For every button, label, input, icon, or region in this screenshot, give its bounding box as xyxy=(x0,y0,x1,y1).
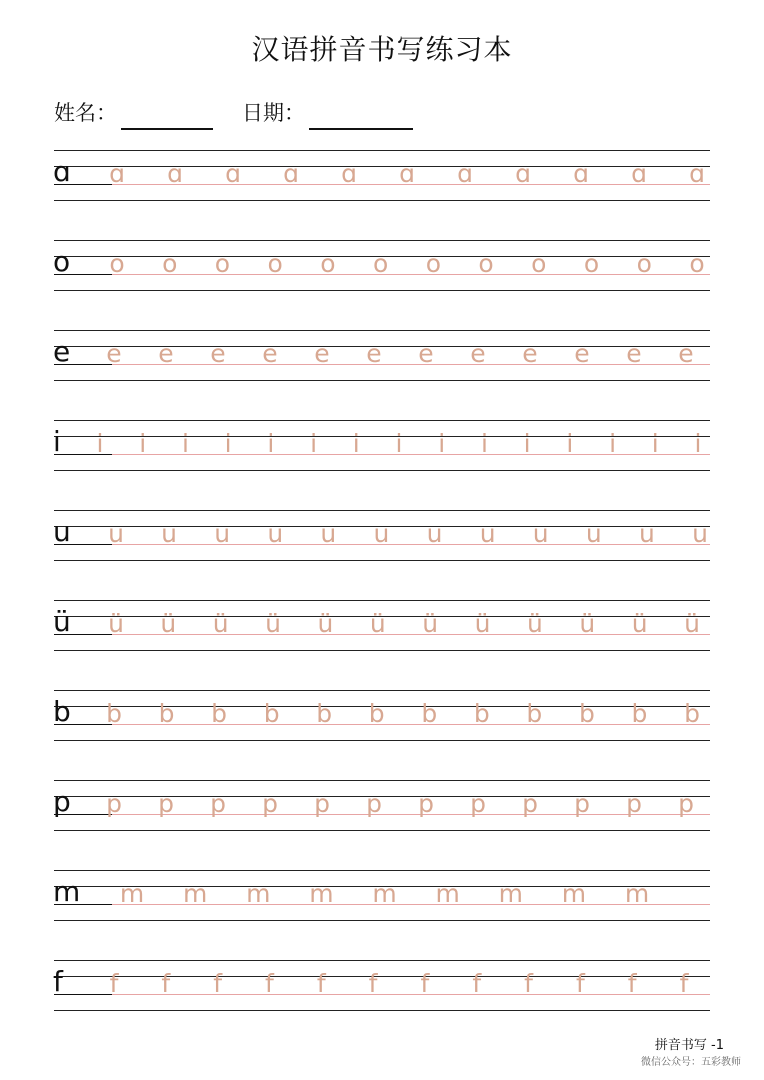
trace-letter: u xyxy=(532,519,549,548)
model-letter: ɑ xyxy=(53,155,71,188)
guide-baseline-red xyxy=(112,274,710,275)
trace-letter: e xyxy=(106,339,122,368)
trace-letter: f xyxy=(265,969,274,998)
trace-letter: f xyxy=(161,969,171,998)
trace-letter: e xyxy=(574,339,590,368)
practice-row-3 xyxy=(54,420,710,470)
trace-letter: f xyxy=(420,969,430,998)
trace-letter: ü xyxy=(631,609,648,638)
trace-letter: i xyxy=(267,429,275,458)
trace-letter: o xyxy=(320,249,336,278)
top-rule xyxy=(54,150,710,151)
trace-letter: m xyxy=(372,879,397,908)
trace-letter: m xyxy=(498,879,523,908)
top-rule xyxy=(54,600,710,601)
bottom-rule xyxy=(54,740,710,741)
trace-letter: b xyxy=(106,699,122,728)
practice-row-1 xyxy=(54,240,710,290)
trace-letter: p xyxy=(262,789,278,818)
trace-letter: i xyxy=(352,429,360,458)
trace-letter: p xyxy=(366,789,382,818)
trace-letter: b xyxy=(263,699,280,728)
trace-letter: m xyxy=(309,879,334,908)
trace-letter: f xyxy=(472,969,482,998)
trace-letter: f xyxy=(524,969,533,998)
name-label: 姓名： xyxy=(54,101,117,125)
top-rule xyxy=(54,870,710,871)
trace-letter: o xyxy=(372,249,389,278)
trace-letter: o xyxy=(531,249,547,278)
trace-letter: i xyxy=(438,429,446,458)
bottom-rule xyxy=(54,560,710,561)
model-letter: p xyxy=(53,785,71,818)
trace-letter: i xyxy=(651,429,659,458)
top-rule xyxy=(54,510,710,511)
trace-letter: f xyxy=(316,969,326,998)
trace-letter: ɑ xyxy=(283,159,299,188)
trace-letter: o xyxy=(636,249,652,278)
trace-letter: e xyxy=(210,339,226,368)
top-rule xyxy=(54,240,710,241)
name-blank[interactable] xyxy=(121,106,213,130)
trace-letter: u xyxy=(692,519,708,548)
trace-letter: o xyxy=(478,249,494,278)
trace-letter: o xyxy=(267,249,283,278)
top-rule xyxy=(54,960,710,961)
trace-letter: i xyxy=(566,429,574,458)
trace-letter: p xyxy=(158,789,174,818)
trace-letter: b xyxy=(368,699,385,728)
trace-letter: ü xyxy=(422,609,439,638)
top-rule xyxy=(54,780,710,781)
trace-letter: p xyxy=(574,789,590,818)
practice-row-0 xyxy=(54,150,710,200)
trace-letter: f xyxy=(627,969,637,998)
trace-letter: e xyxy=(418,339,434,368)
practice-row-6 xyxy=(54,690,710,740)
trace-letter: u xyxy=(320,519,337,548)
name-field[interactable] xyxy=(54,96,213,130)
trace-letter: b xyxy=(316,699,333,728)
top-rule xyxy=(54,420,710,421)
trace-letter: ü xyxy=(579,609,596,638)
trace-letter: u xyxy=(585,519,602,548)
trace-letter: e xyxy=(626,339,642,368)
top-rule xyxy=(54,690,710,691)
trace-letter: ü xyxy=(317,609,334,638)
trace-letter: p xyxy=(418,789,434,818)
bottom-rule xyxy=(54,380,710,381)
trace-letter: ɑ xyxy=(109,159,125,188)
trace-letter: ɑ xyxy=(225,159,241,188)
trace-letter: u xyxy=(426,519,443,548)
model-letter: e xyxy=(53,335,71,368)
trace-letter: b xyxy=(473,699,490,728)
upper-rule xyxy=(54,796,710,797)
trace-letter: b xyxy=(158,699,175,728)
trace-letter: ü xyxy=(526,609,543,638)
trace-letter: ɑ xyxy=(573,159,589,188)
model-letter: b xyxy=(53,695,71,728)
guide-baseline-red xyxy=(112,724,710,725)
practice-row-4 xyxy=(54,510,710,560)
trace-letter: b xyxy=(421,699,438,728)
upper-rule xyxy=(54,346,710,347)
trace-letter: ü xyxy=(474,609,491,638)
guide-baseline-red xyxy=(112,364,710,365)
trace-letter: u xyxy=(161,519,178,548)
model-letter: f xyxy=(53,965,63,998)
bottom-rule xyxy=(54,470,710,471)
practice-row-2 xyxy=(54,330,710,380)
trace-letter: m xyxy=(435,879,460,908)
practice-row-7 xyxy=(54,780,710,830)
trace-letter: b xyxy=(684,699,700,728)
trace-letter: i xyxy=(224,429,232,458)
footer-subtitle: 微信公众号：五彩教师 xyxy=(641,1057,741,1068)
model-letter: ü xyxy=(53,605,71,638)
date-label: 日期： xyxy=(242,101,305,125)
trace-letter: ü xyxy=(265,609,282,638)
trace-letter: o xyxy=(109,249,125,278)
trace-letter: o xyxy=(583,249,600,278)
model-letter: u xyxy=(53,515,71,548)
trace-letter: p xyxy=(314,789,330,818)
trace-letter: b xyxy=(211,699,228,728)
trace-letter: f xyxy=(109,969,119,998)
trace-letter: ɑ xyxy=(341,159,357,188)
trace-letter: e xyxy=(678,339,694,368)
trace-letter: ɑ xyxy=(457,159,473,188)
trace-letter: o xyxy=(162,249,178,278)
trace-letter: f xyxy=(679,969,689,998)
trace-letter: p xyxy=(626,789,642,818)
trace-letter: o xyxy=(214,249,231,278)
footer-page-label: 拼音书写 -1 xyxy=(654,1038,724,1053)
trace-letter: p xyxy=(470,789,486,818)
trace-letter: i xyxy=(96,429,104,458)
trace-letter: p xyxy=(210,789,226,818)
trace-letter: m xyxy=(624,879,650,908)
bottom-rule xyxy=(54,650,710,651)
trace-letter: e xyxy=(522,339,538,368)
page-title: 汉语拼音书写练习本 xyxy=(251,33,513,66)
trace-letter: o xyxy=(689,249,705,278)
trace-letter: ü xyxy=(212,609,229,638)
trace-letter: ɑ xyxy=(167,159,183,188)
trace-letter: e xyxy=(262,339,278,368)
trace-letter: u xyxy=(267,519,284,548)
trace-letter: i xyxy=(609,429,617,458)
trace-letter: u xyxy=(479,519,496,548)
trace-letter: i xyxy=(139,429,147,458)
practice-row-8 xyxy=(54,870,710,920)
guide-baseline-red xyxy=(112,544,710,545)
trace-letter: e xyxy=(314,339,330,368)
trace-letter: ɑ xyxy=(399,159,415,188)
trace-letter: i xyxy=(694,429,702,458)
model-letter: i xyxy=(53,425,61,458)
upper-rule xyxy=(54,976,710,977)
bottom-rule xyxy=(54,920,710,921)
trace-letter: o xyxy=(425,249,442,278)
trace-letter: f xyxy=(575,969,585,998)
trace-letter: f xyxy=(368,969,378,998)
trace-letter: u xyxy=(638,519,655,548)
trace-letter: p xyxy=(522,789,538,818)
trace-letter: e xyxy=(470,339,486,368)
trace-letter: ü xyxy=(108,609,124,638)
trace-letter: ɑ xyxy=(689,159,705,188)
trace-letter: b xyxy=(631,699,648,728)
trace-letter: f xyxy=(213,969,223,998)
bottom-rule xyxy=(54,200,710,201)
trace-letter: m xyxy=(561,879,587,908)
practice-row-5 xyxy=(54,600,710,650)
bottom-rule xyxy=(54,290,710,291)
bottom-rule xyxy=(54,1010,710,1011)
trace-letter: u xyxy=(214,519,231,548)
trace-letter: m xyxy=(246,879,271,908)
trace-letter: ɑ xyxy=(515,159,531,188)
trace-letter: p xyxy=(678,789,694,818)
trace-letter: ü xyxy=(684,609,700,638)
trace-letter: m xyxy=(182,879,208,908)
guide-baseline-red xyxy=(112,994,710,995)
top-rule xyxy=(54,330,710,331)
trace-letter: i xyxy=(480,429,488,458)
trace-letter: e xyxy=(366,339,382,368)
trace-letter: ü xyxy=(160,609,177,638)
bottom-rule xyxy=(54,830,710,831)
trace-letter: b xyxy=(526,699,543,728)
trace-letter: i xyxy=(310,429,318,458)
trace-letter: i xyxy=(395,429,403,458)
trace-letter: ɑ xyxy=(631,159,647,188)
practice-row-9 xyxy=(54,960,710,1010)
trace-letter: ü xyxy=(369,609,386,638)
guide-baseline-red xyxy=(112,454,710,455)
trace-letter: m xyxy=(119,879,145,908)
trace-letter: b xyxy=(578,699,595,728)
date-field[interactable] xyxy=(242,96,413,130)
guide-baseline-red xyxy=(112,634,710,635)
upper-rule xyxy=(54,166,710,167)
guide-baseline-red xyxy=(112,814,710,815)
trace-letter: p xyxy=(106,789,122,818)
date-blank[interactable] xyxy=(309,106,413,130)
trace-letter: e xyxy=(158,339,174,368)
model-letter: m xyxy=(53,875,81,908)
model-letter: o xyxy=(53,245,71,278)
trace-letter: i xyxy=(523,429,531,458)
trace-letter: u xyxy=(108,519,124,548)
trace-letter: u xyxy=(373,519,390,548)
trace-letter: i xyxy=(181,429,189,458)
